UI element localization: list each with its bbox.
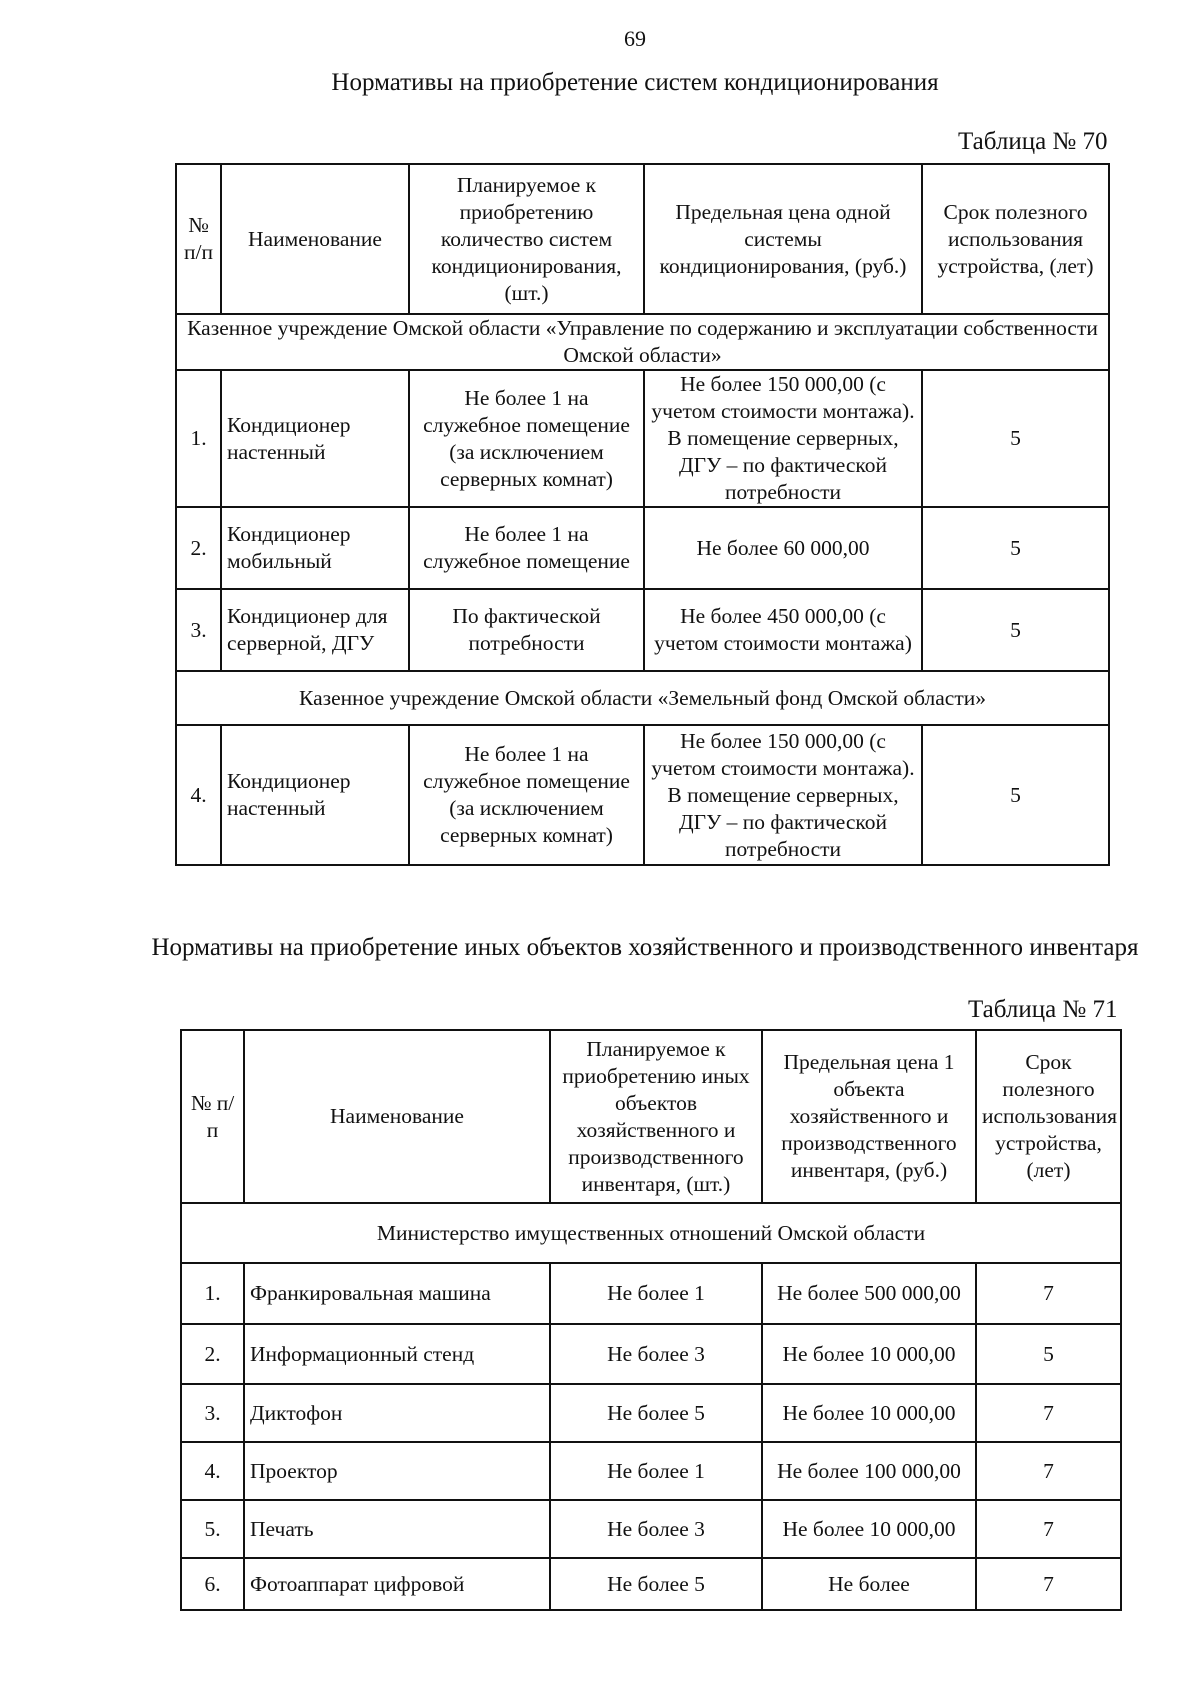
table-row	[181, 1500, 1121, 1558]
section-title: Казенное учреждение Омской области «Земельный фонд Омской области»	[176, 671, 1109, 725]
row-price: Не более 60 000,00	[644, 507, 922, 589]
section-row	[181, 1203, 1121, 1263]
row-price: Не более 500 000,00	[762, 1263, 976, 1324]
row-price: Не более 10 000,00	[762, 1500, 976, 1558]
row-name: Информационный стенд	[244, 1324, 550, 1384]
row-number: 2.	[176, 507, 221, 589]
section-title: Казенное учреждение Омской области «Управление по содержанию и эксплуатации собственности Омской области»	[176, 314, 1109, 370]
row-name: Печать	[244, 1500, 550, 1558]
col-header-number: № п/п	[176, 164, 221, 314]
row-quantity: Не более 1 на служебное помещение	[409, 507, 644, 589]
page-number: 69	[624, 26, 646, 51]
row-number: 3.	[176, 589, 221, 671]
table-row	[181, 1384, 1121, 1442]
table-row	[181, 1442, 1121, 1500]
row-term: 7	[976, 1442, 1121, 1500]
row-name: Кондиционер настенный	[221, 725, 409, 865]
row-number: 1.	[176, 370, 221, 507]
table71-label: Таблица № 71	[968, 996, 1118, 1023]
table-header-row	[181, 1030, 1121, 1203]
row-quantity: Не более 1	[550, 1442, 762, 1500]
row-price: Не более 10 000,00	[762, 1324, 976, 1384]
row-term: 7	[976, 1263, 1121, 1324]
row-quantity: Не более 3	[550, 1500, 762, 1558]
row-number: 4.	[176, 725, 221, 865]
row-price: Не более 150 000,00 (с учетом стоимости монтажа). В помещение серверных, ДГУ – по фактической потребности	[644, 725, 922, 865]
col-header-price: Предельная цена 1 объекта хозяйственного и производственного инвентаря, (руб.)	[762, 1030, 976, 1203]
row-quantity: Не более 1	[550, 1263, 762, 1324]
row-number: 2.	[181, 1324, 244, 1384]
table70-heading: Нормативы на приобретение систем кондиционирования	[331, 69, 939, 96]
col-header-quantity: Планируемое к приобретению иных объектов хозяйственного и производственного инвентаря, (шт.)	[550, 1030, 762, 1203]
row-price: Не более 10 000,00	[762, 1384, 976, 1442]
row-name: Франкировальная машина	[244, 1263, 550, 1324]
row-name: Фотоаппарат цифровой	[244, 1558, 550, 1610]
col-header-number: № п/п	[181, 1030, 244, 1203]
col-header-term: Срок полезного использования устройства, (лет)	[922, 164, 1109, 314]
row-quantity: Не более 5	[550, 1558, 762, 1610]
table-row	[176, 507, 1109, 589]
row-number: 4.	[181, 1442, 244, 1500]
row-name: Диктофон	[244, 1384, 550, 1442]
table71-heading: Нормативы на приобретение иных объектов хозяйственного и производственного инвентаря	[151, 934, 1139, 961]
row-term: 7	[976, 1500, 1121, 1558]
row-number: 5.	[181, 1500, 244, 1558]
row-quantity: Не более 1 на служебное помещение (за исключением серверных комнат)	[409, 725, 644, 865]
row-price: Не более 150 000,00 (с учетом стоимости монтажа). В помещение серверных, ДГУ – по фактической потребности	[644, 370, 922, 507]
col-header-price: Предельная цена одной системы кондиционирования, (руб.)	[644, 164, 922, 314]
table-row	[181, 1263, 1121, 1324]
row-name: Кондиционер мобильный	[221, 507, 409, 589]
table-row	[176, 370, 1109, 507]
section-title: Министерство имущественных отношений Омской области	[181, 1203, 1121, 1263]
col-header-name: Наименование	[221, 164, 409, 314]
table-row	[181, 1558, 1121, 1610]
col-header-quantity: Планируемое к приобретению количество систем кондиционирования, (шт.)	[409, 164, 644, 314]
row-term: 5	[922, 370, 1109, 507]
row-quantity: Не более 5	[550, 1384, 762, 1442]
section-row	[176, 314, 1109, 370]
row-term: 5	[922, 725, 1109, 865]
col-header-name: Наименование	[244, 1030, 550, 1203]
row-term: 5	[922, 507, 1109, 589]
row-price: Не более 100 000,00	[762, 1442, 976, 1500]
row-price: Не более 450 000,00 (с учетом стоимости монтажа)	[644, 589, 922, 671]
table-row	[181, 1324, 1121, 1384]
row-price: Не более	[762, 1558, 976, 1610]
table-71	[180, 1029, 1122, 1611]
row-name: Проектор	[244, 1442, 550, 1500]
table70-label: Таблица № 70	[958, 128, 1108, 155]
row-name: Кондиционер для серверной, ДГУ	[221, 589, 409, 671]
row-term: 5	[976, 1324, 1121, 1384]
table-row	[176, 725, 1109, 865]
col-header-term: Срок полезного использования устройства, (лет)	[976, 1030, 1121, 1203]
table-row	[176, 589, 1109, 671]
row-quantity: Не более 1 на служебное помещение (за исключением серверных комнат)	[409, 370, 644, 507]
row-number: 3.	[181, 1384, 244, 1442]
row-quantity: Не более 3	[550, 1324, 762, 1384]
row-term: 7	[976, 1558, 1121, 1610]
row-number: 6.	[181, 1558, 244, 1610]
row-number: 1.	[181, 1263, 244, 1324]
row-name: Кондиционер настенный	[221, 370, 409, 507]
row-term: 5	[922, 589, 1109, 671]
row-quantity: По фактической потребности	[409, 589, 644, 671]
row-term: 7	[976, 1384, 1121, 1442]
table-header-row	[176, 164, 1109, 314]
table-70	[175, 163, 1110, 866]
section-row	[176, 671, 1109, 725]
